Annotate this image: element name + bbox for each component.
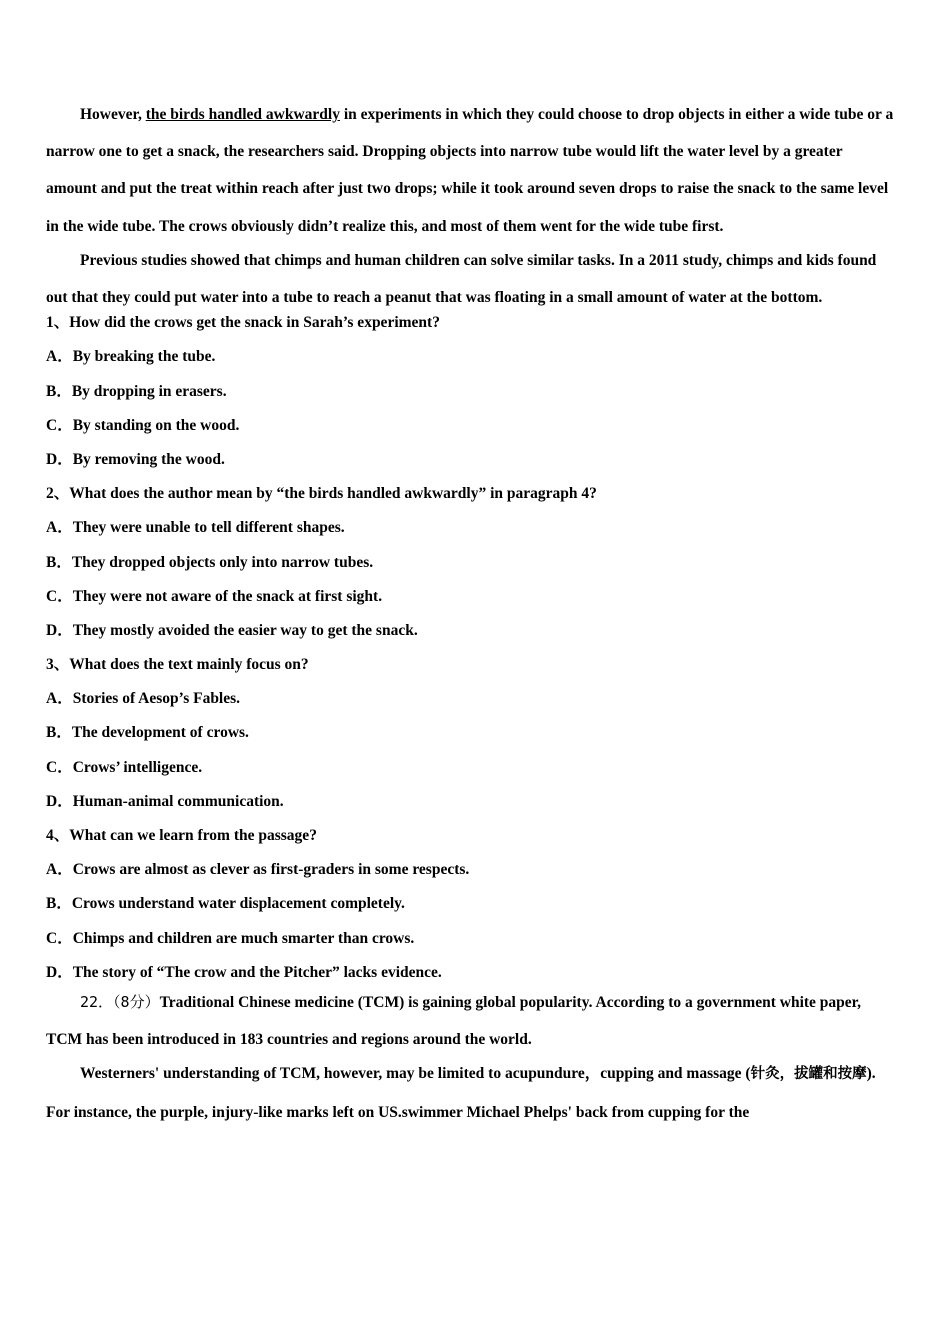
question-3: [46, 655, 896, 826]
p2-cjk: 针灸，拔罐和按摩: [750, 1066, 867, 1083]
p2-part1: Westerners' understanding of TCM, however, may be limited to acupundure，cupping and massage (: [80, 1065, 751, 1083]
paragraph-4: [46, 96, 896, 245]
option-b: B．They dropped objects only into narrow tubes.: [46, 553, 374, 571]
p4-after: in experiments in which they could choose to drop objects in either a wide tube or a narrow one to get a snack, the researchers said. Dropping objects into narrow tube would lift the water level by a greater amount and put the treat within reach after just two drops; while it took around seven drops to raise the snack to the same level in the wide tube. The crows obviously didn’t realize this, and most of them went for the wide tube first.: [46, 106, 894, 235]
option-a: A．Crows are almost as clever as first-graders in some respects.: [46, 861, 470, 879]
option-a: A．Stories of Aesop’s Fables.: [46, 690, 241, 708]
section-22-paragraph-1: [46, 984, 896, 1058]
option-b: B．By dropping in erasers.: [46, 382, 227, 400]
question-1: [46, 313, 896, 484]
option-c: C．Chimps and children are much smarter than crows.: [46, 929, 415, 947]
option-b: B．Crows understand water displacement completely.: [46, 895, 405, 913]
option-c: C．They were not aware of the snack at first sight.: [46, 587, 383, 605]
option-c: C．Crows’ intelligence.: [46, 758, 203, 776]
question-stem: 4、What can we learn from the passage?: [46, 827, 317, 845]
underlined-phrase: the birds handled awkwardly: [145, 106, 340, 123]
question-stem: 2、What does the author mean by “the birds handled awkwardly” in paragraph 4?: [46, 485, 597, 503]
option-d: D．By removing the wood.: [46, 450, 225, 468]
p4-before: However,: [80, 106, 146, 123]
section-22-p1-text: Traditional Chinese medicine (TCM) is gaining global popularity. According to a government white paper, TCM has been introduced in 183 countries and regions around the world.: [46, 993, 861, 1049]
paragraph-5: Previous studies showed that chimps and human children can solve similar tasks. In a 2011 study, chimps and kids found out that they could put water into a tube to reach a peanut that was floating in a small amount of water at the bottom.: [46, 251, 877, 307]
option-a: A．By breaking the tube.: [46, 348, 216, 366]
p2-part2: ). For instance, the purple, injury-like marks left on US.swimmer Michael Phelps' back from cupping for the: [46, 1065, 876, 1121]
question-2: [46, 484, 896, 655]
section-22-paragraph-2: [46, 1055, 896, 1130]
option-d: D．Human-animal communication.: [46, 792, 284, 810]
option-d: D．They mostly avoided the easier way to get the snack.: [46, 621, 418, 639]
option-b: B．The development of crows.: [46, 724, 249, 742]
question-stem: 1、How did the crows get the snack in Sarah’s experiment?: [46, 314, 440, 332]
option-a: A．They were unable to tell different shapes.: [46, 519, 345, 537]
question-4: [46, 826, 896, 997]
option-d: D．The story of “The crow and the Pitcher” lacks evidence.: [46, 963, 442, 981]
question-stem: 3、What does the text mainly focus on?: [46, 656, 309, 674]
section-22-number: 22．（8分）: [80, 992, 160, 1011]
document-page: [46, 96, 896, 1131]
option-c: C．By standing on the wood.: [46, 416, 240, 434]
